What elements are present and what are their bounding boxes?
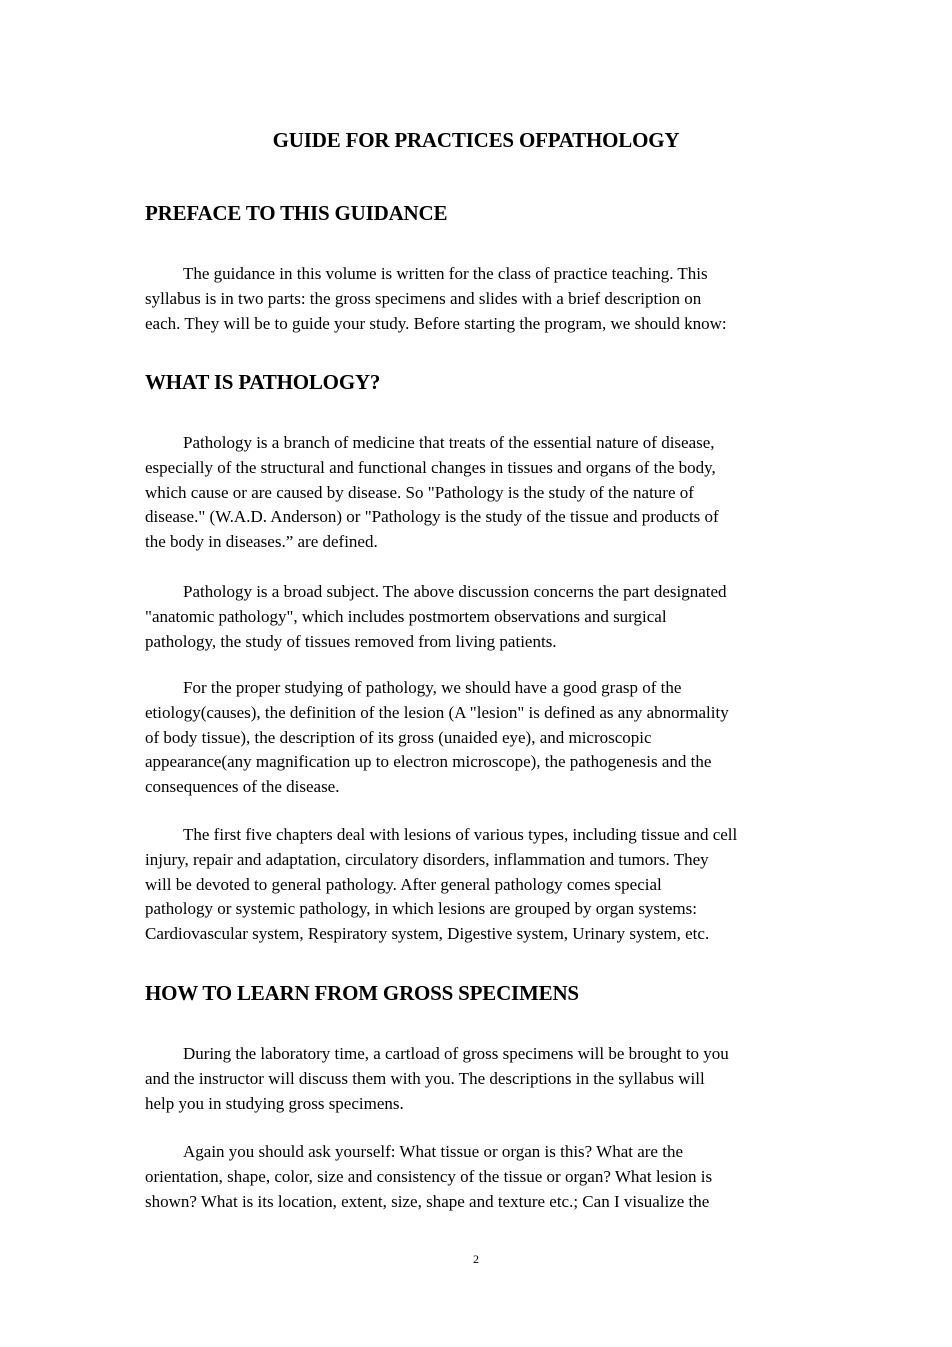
text-line: syllabus is in two parts: the gross specimens and slides with a brief description on	[145, 288, 702, 308]
text-line: Cardiovascular system, Respiratory system, Digestive system, Urinary system, etc.	[145, 924, 710, 944]
heading-what-is-pathology: WHAT IS PATHOLOGY?	[145, 370, 381, 394]
heading-gross-specimens: HOW TO LEARN FROM GROSS SPECIMENS	[145, 981, 579, 1005]
text-line: orientation, shape, color, size and consistency of the tissue or organ? What lesion is	[145, 1166, 713, 1186]
pathology-paragraph-2	[145, 580, 815, 654]
text-line: help you in studying gross specimens.	[145, 1093, 404, 1113]
text-line: shown? What is its location, extent, size, shape and texture etc.; Can I visualize the	[145, 1191, 710, 1211]
text-line: Again you should ask yourself: What tissue or organ is this? What are the	[183, 1142, 683, 1161]
pathology-paragraph-1	[145, 431, 815, 555]
text-line: Pathology is a branch of medicine that treats of the essential nature of disease,	[183, 433, 715, 452]
heading-preface: PREFACE TO THIS GUIDANCE	[145, 201, 448, 225]
text-line: "anatomic pathology", which includes postmortem observations and surgical	[145, 606, 667, 626]
text-line: the body in diseases.” are defined.	[145, 532, 378, 552]
text-line: etiology(causes), the definition of the lesion (A "lesion" is defined as any abnormality	[145, 702, 729, 722]
text-line: The first five chapters deal with lesions of various types, including tissue and cell	[183, 825, 738, 844]
text-line: of body tissue), the description of its gross (unaided eye), and microscopic	[145, 727, 652, 747]
text-line: and the instructor will discuss them with you. The descriptions in the syllabus will	[145, 1068, 705, 1088]
page-number: 2	[473, 1252, 479, 1266]
text-line: will be devoted to general pathology. After general pathology comes special	[145, 874, 662, 894]
text-line: each. They will be to guide your study. Before starting the program, we should know:	[145, 313, 727, 333]
text-line: disease." (W.A.D. Anderson) or "Pathology is the study of the tissue and products of	[145, 507, 719, 527]
document-title: GUIDE FOR PRACTICES OFPATHOLOGY	[272, 128, 680, 152]
text-line: which cause or are caused by disease. So "Pathology is the study of the nature of	[145, 482, 694, 502]
text-line: consequences of the disease.	[145, 777, 340, 797]
gross-paragraph-1	[145, 1042, 815, 1116]
text-line: For the proper studying of pathology, we should have a good grasp of the	[183, 678, 682, 697]
text-line: During the laboratory time, a cartload of gross specimens will be brought to you	[183, 1044, 729, 1063]
gross-paragraph-2	[145, 1140, 815, 1214]
pathology-paragraph-4	[145, 823, 815, 947]
text-line: especially of the structural and functional changes in tissues and organs of the body,	[145, 457, 716, 477]
preface-paragraph-1	[145, 262, 815, 336]
text-line: appearance(any magnification up to electron microscope), the pathogenesis and the	[145, 752, 712, 772]
text-line: The guidance in this volume is written for the class of practice teaching. This	[183, 264, 708, 283]
text-line: pathology, the study of tissues removed from living patients.	[145, 631, 557, 651]
text-line: Pathology is a broad subject. The above discussion concerns the part designated	[183, 582, 727, 601]
text-line: pathology or systemic pathology, in which lesions are grouped by organ systems:	[145, 899, 697, 919]
text-line: injury, repair and adaptation, circulatory disorders, inflammation and tumors. They	[145, 849, 709, 869]
pathology-paragraph-3	[145, 676, 815, 800]
